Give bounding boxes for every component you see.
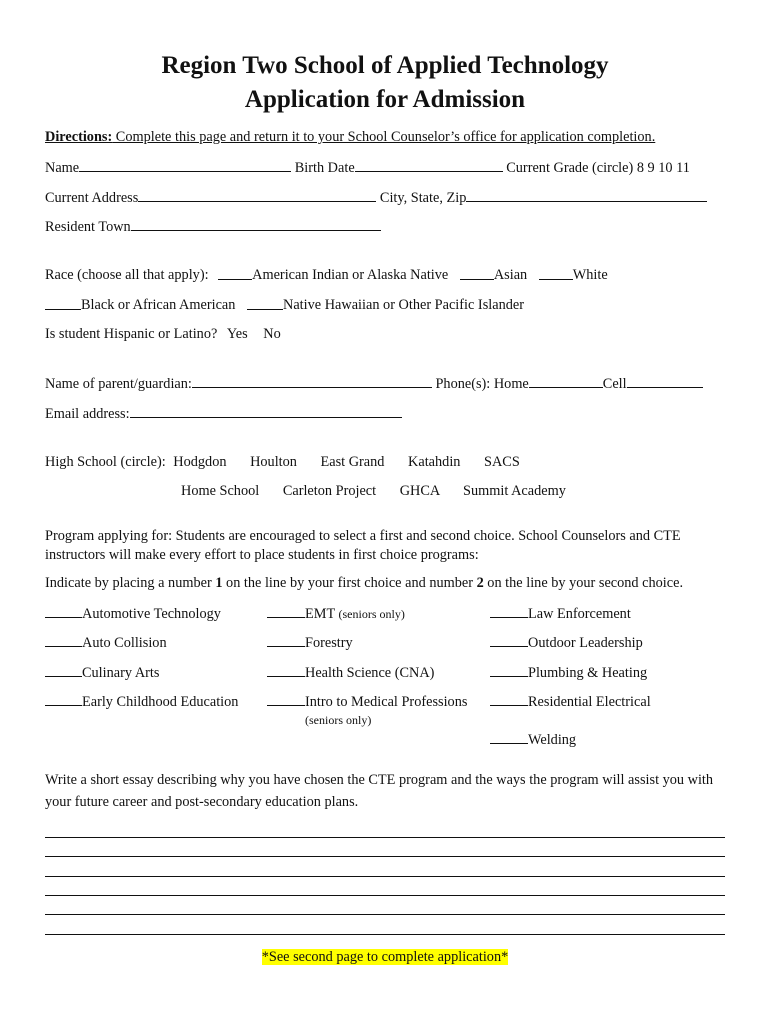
program-blank[interactable] (267, 663, 305, 677)
program-label: Law Enforcement (528, 606, 631, 622)
birth-date-field[interactable] (355, 158, 503, 172)
row-name (45, 158, 690, 177)
program-health-science (267, 663, 434, 682)
name-field[interactable] (79, 158, 291, 172)
name-label: Name (45, 160, 80, 176)
current-address-label: Current Address (45, 190, 139, 206)
program-label: EMT (305, 606, 335, 622)
program-label: Intro to Medical Professions (305, 694, 468, 710)
program-blank[interactable] (45, 604, 82, 618)
program-blank[interactable] (490, 604, 528, 618)
race-blank-american-indian[interactable] (218, 266, 252, 280)
indicate-part-1: Indicate by placing a number (45, 575, 216, 591)
row-hispanic (45, 325, 281, 343)
hispanic-yes[interactable]: Yes (226, 326, 248, 342)
parent-guardian-label: Name of parent/guardian: (45, 376, 192, 392)
current-grade-label[interactable]: Current Grade (circle) 8 9 10 11 (506, 160, 690, 176)
school-sacs[interactable]: SACS (484, 454, 520, 470)
essay-line[interactable] (45, 934, 725, 935)
footer-note: *See second page to complete application* (261, 949, 509, 965)
race-label: Race (choose all that apply): (45, 267, 209, 283)
race-blank-white[interactable] (539, 266, 573, 280)
program-label: Residential Electrical (528, 694, 651, 710)
email-label: Email address: (45, 406, 130, 422)
city-state-zip-field[interactable] (466, 188, 707, 202)
program-blank[interactable] (267, 633, 305, 647)
indicate-num-1: 1 (215, 575, 223, 591)
program-label: Outdoor Leadership (528, 635, 643, 651)
program-blank[interactable] (45, 633, 82, 647)
directions-label: Directions: (45, 129, 113, 145)
program-intro-medical (267, 692, 467, 711)
school-home-school[interactable]: Home School (181, 483, 260, 499)
race-option-asian: Asian (493, 267, 528, 283)
program-blank[interactable] (45, 692, 82, 706)
intro-medical-note: (seniors only) (305, 713, 372, 727)
program-welding (490, 730, 576, 749)
current-address-field[interactable] (138, 188, 376, 202)
school-summit-academy[interactable]: Summit Academy (463, 483, 566, 499)
program-forestry (267, 633, 353, 652)
cell-label: Cell (602, 376, 627, 392)
program-early-childhood (45, 692, 238, 711)
emt-note: (seniors only) (338, 607, 405, 621)
program-blank[interactable] (490, 692, 528, 706)
race-blank-native-hawaiian[interactable] (247, 296, 283, 310)
school-katahdin[interactable]: Katahdin (408, 454, 461, 470)
program-emt (267, 604, 405, 623)
race-option-black: Black or African American (81, 297, 236, 313)
directions (45, 128, 655, 146)
race-blank-asian[interactable] (460, 266, 494, 280)
essay-line[interactable] (45, 876, 725, 877)
phone-home-label: Phone(s): Home (435, 376, 529, 392)
program-label: Welding (528, 732, 577, 748)
row-race-1 (45, 266, 608, 284)
program-label: Plumbing & Heating (528, 665, 648, 681)
row-address (45, 188, 707, 207)
title-line-2: Application for Admission (244, 86, 526, 113)
program-label: Culinary Arts (82, 665, 160, 681)
row-email (45, 404, 402, 423)
hispanic-no[interactable]: No (263, 326, 281, 342)
phone-home-field[interactable] (529, 374, 603, 388)
program-label: Forestry (305, 635, 353, 651)
school-east-grand[interactable]: East Grand (320, 454, 385, 470)
row-race-2 (45, 296, 524, 314)
race-option-native-hawaiian: Native Hawaiian or Other Pacific Islander (283, 297, 524, 313)
resident-town-label: Resident Town (45, 219, 131, 235)
program-instructions: Program applying for: Students are encouraged to select a first and second choice. School Counselors and CTE instructors will make every effort to place students in first choice programs: (45, 528, 681, 563)
row-resident-town (45, 217, 381, 236)
program-blank[interactable] (490, 663, 528, 677)
program-label: Early Childhood Education (82, 694, 239, 710)
school-ghca[interactable]: GHCA (399, 483, 440, 499)
row-high-school-1 (45, 453, 520, 471)
program-label: Automotive Technology (82, 606, 221, 622)
program-blank[interactable] (267, 604, 305, 618)
program-plumbing-heating (490, 663, 647, 682)
school-carleton-project[interactable]: Carleton Project (282, 483, 377, 499)
high-school-label: High School (circle): (45, 454, 166, 470)
program-label: Health Science (CNA) (305, 665, 435, 681)
email-field[interactable] (130, 404, 402, 418)
program-automotive-technology (45, 604, 221, 623)
program-outdoor-leadership (490, 633, 643, 652)
program-blank[interactable] (45, 663, 82, 677)
birth-date-label: Birth Date (294, 160, 355, 176)
essay-line[interactable] (45, 895, 725, 896)
program-blank[interactable] (490, 633, 528, 647)
footer-note-row (0, 948, 770, 966)
essay-line[interactable] (45, 914, 725, 915)
parent-guardian-field[interactable] (192, 374, 432, 388)
resident-town-field[interactable] (131, 217, 381, 231)
program-culinary-arts (45, 663, 159, 682)
school-houlton[interactable]: Houlton (250, 454, 297, 470)
essay-line[interactable] (45, 837, 725, 838)
program-blank[interactable] (490, 730, 528, 744)
cell-field[interactable] (627, 374, 703, 388)
race-option-white: White (572, 267, 608, 283)
program-auto-collision (45, 633, 167, 652)
city-state-zip-label: City, State, Zip (379, 190, 467, 206)
race-blank-black[interactable] (45, 296, 81, 310)
school-hodgdon[interactable]: Hodgdon (173, 454, 227, 470)
indicate-instructions (45, 574, 683, 592)
row-high-school-2 (181, 482, 566, 500)
essay-prompt: Write a short essay describing why you have chosen the CTE program and the ways the program will assist you with your future career and post-secondary education plans. (45, 772, 714, 810)
directions-text: Complete this page and return it to your School Counselor’s office for application completion. (112, 129, 656, 145)
hispanic-question: Is student Hispanic or Latino? (45, 326, 218, 342)
program-label: Auto Collision (82, 635, 167, 651)
indicate-part-3: on the line by your second choice. (483, 575, 684, 591)
program-blank[interactable] (267, 692, 305, 706)
title-line-1: Region Two School of Applied Technology (161, 52, 609, 79)
essay-line[interactable] (45, 856, 725, 857)
program-residential-electrical (490, 692, 651, 711)
indicate-part-2: on the line by your first choice and number (222, 575, 477, 591)
row-parent (45, 374, 703, 393)
indicate-num-2: 2 (476, 575, 484, 591)
program-law-enforcement (490, 604, 631, 623)
race-option-american-indian: American Indian or Alaska Native (252, 267, 449, 283)
